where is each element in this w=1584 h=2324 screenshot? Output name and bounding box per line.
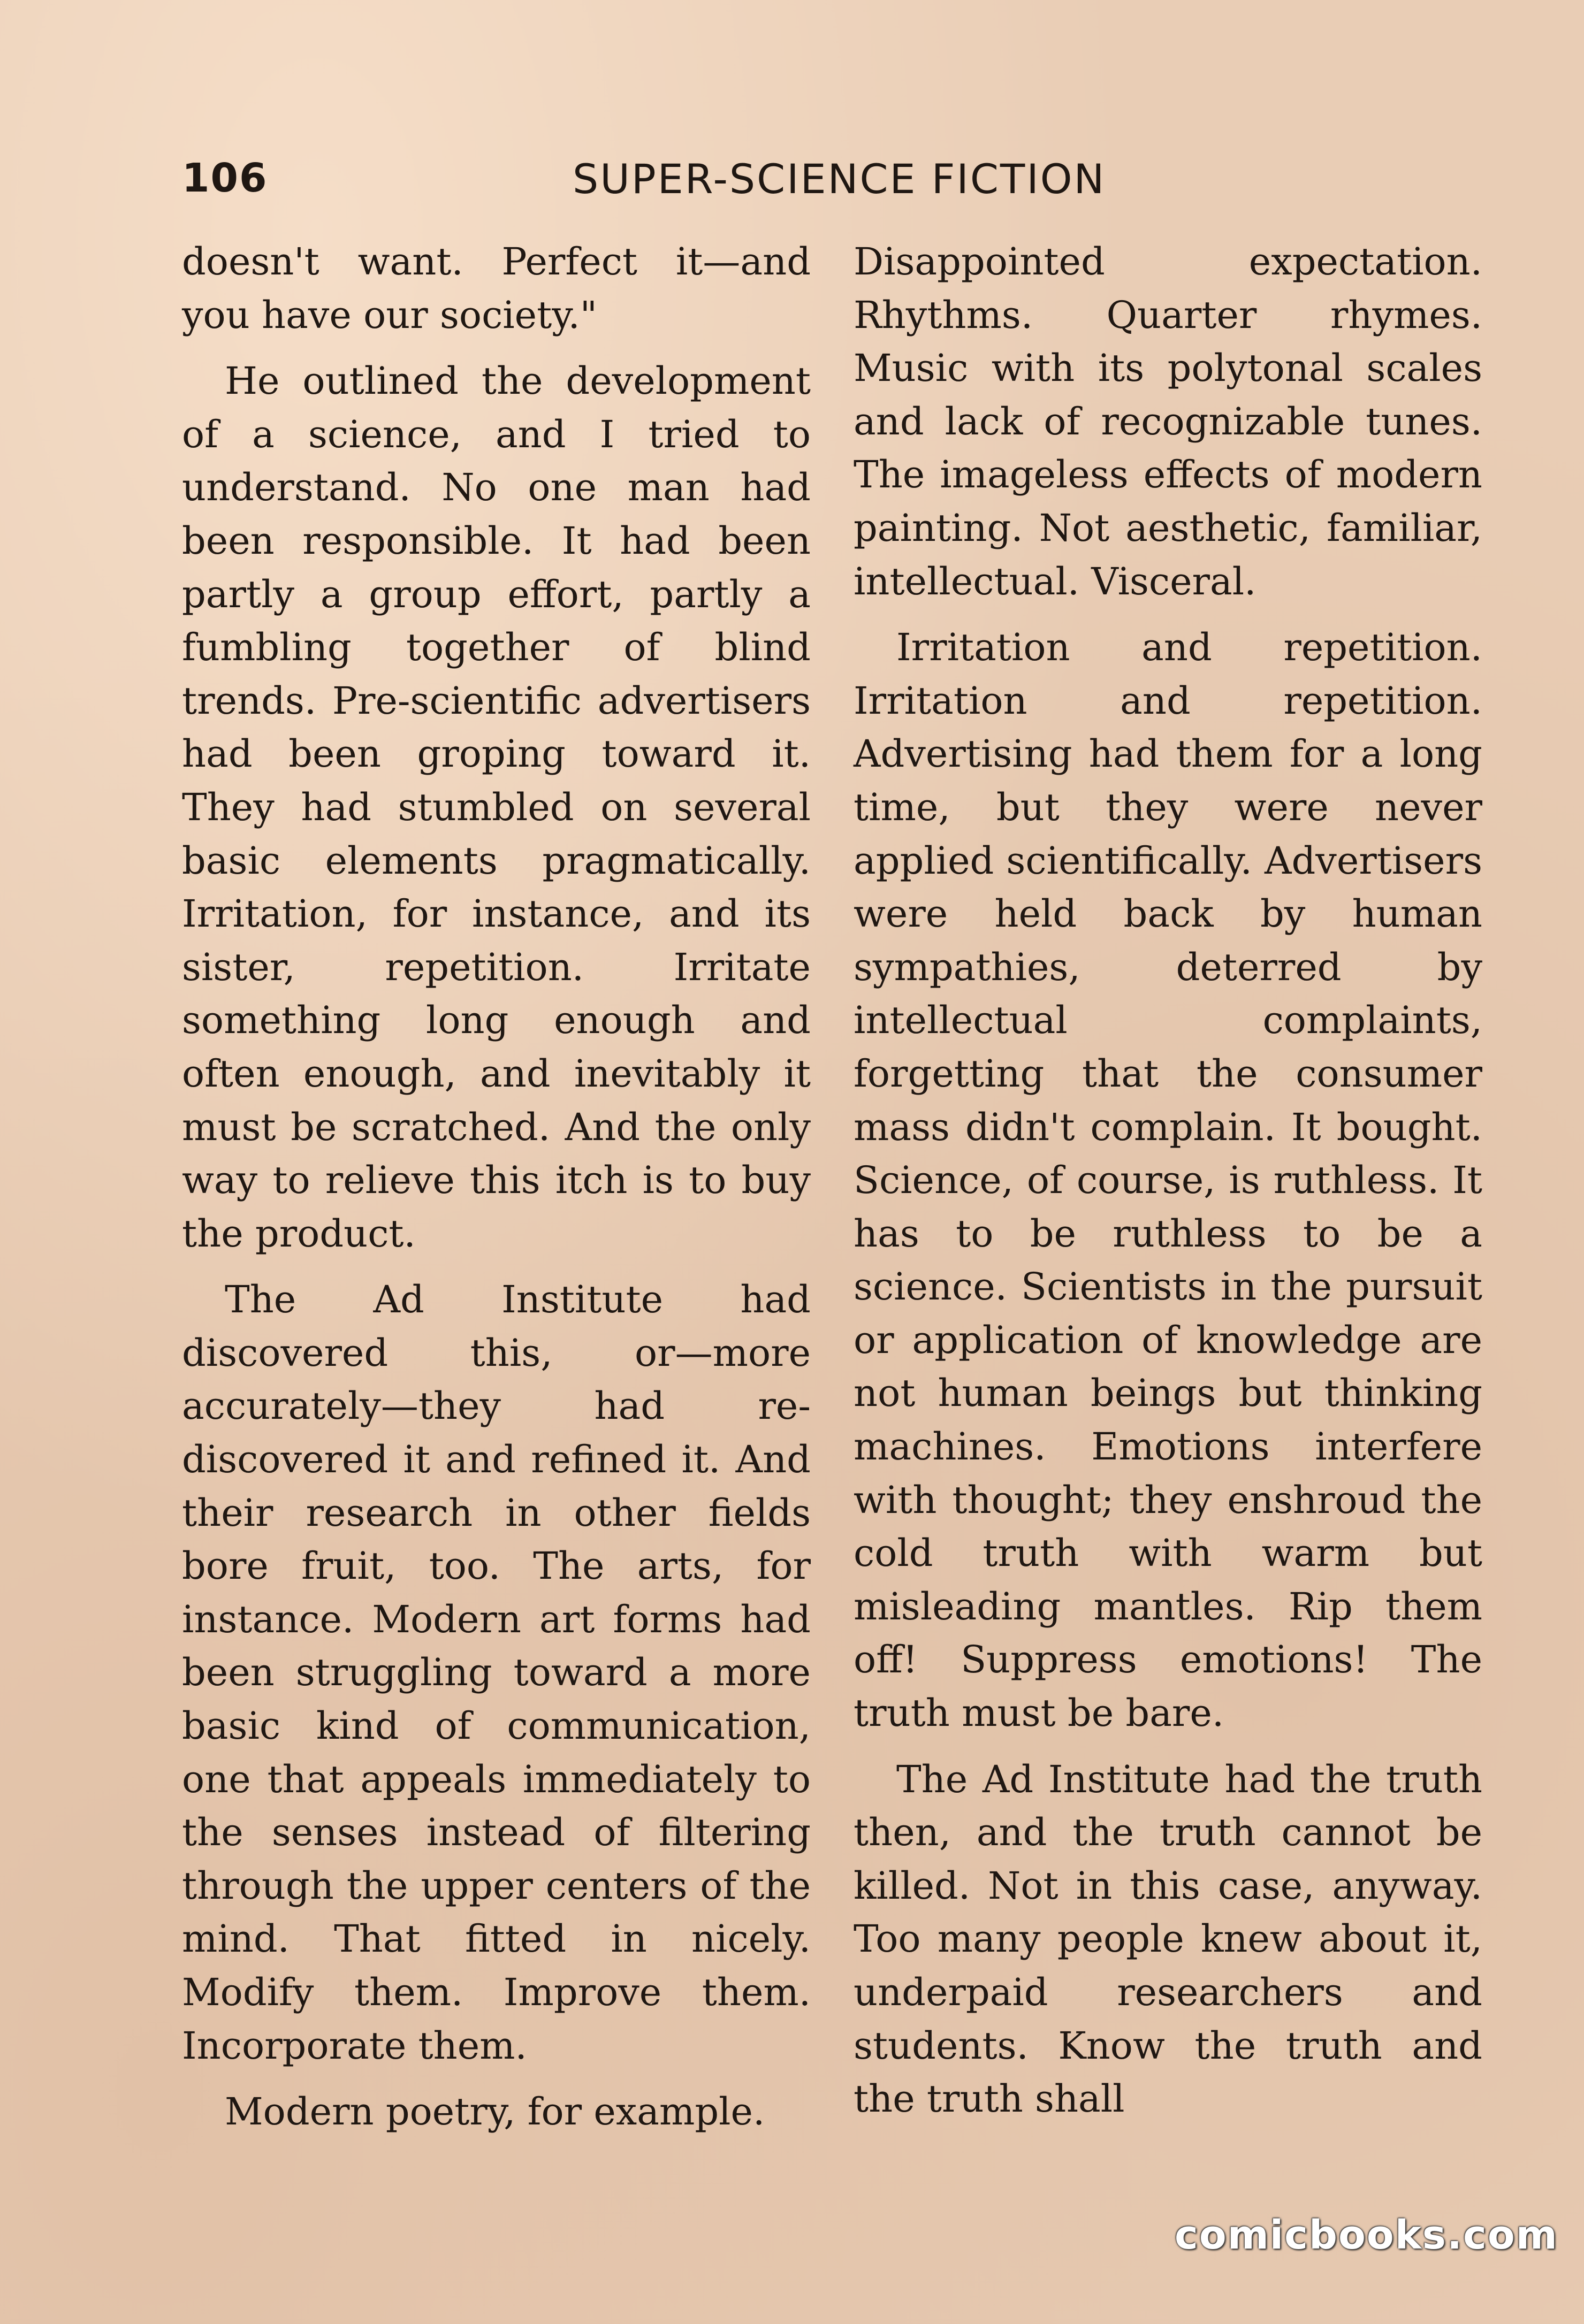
- paragraph: Disappointed expectation. Rhythms. Quarter rhymes. Music with its polytonal scales and lack of recognizable tunes. The imageless effects of modern painting. Not aesthetic, familiar, intellectual. Visceral.: [854, 240, 1482, 603]
- page-header: [182, 155, 1106, 219]
- paragraph: The Ad Institute had the truth then, and the truth cannot be killed. Not in this case, anyway. Too many people knew about it, underpaid researchers and students. Know the truth and the truth shall: [854, 1757, 1482, 2121]
- page-number: 106: [182, 155, 268, 201]
- paragraph: The Ad Institute had discovered this, or—more accurately—they had re-discovered it and refined it. And their research in other fields bore fruit, too. The arts, for instance. Modern art forms had been struggling toward a more basic kind of communication, one that appeals immediately to the senses instead of filtering through the upper centers of the mind. That fitted in nicely. Modify them. Improve them. Incorporate them.: [182, 1278, 811, 2068]
- watermark-text: comicbooks.com: [1175, 2212, 1558, 2258]
- paragraph: Irritation and repetition. Irritation and repetition. Advertising had them for a long time, but they were never applied scientifically. Advertisers were held back by human sympathies, deterred by intellectual complaints, forgetting that the consumer mass didn't complain. It bought. Science, of course, is ruthless. It has to be ruthless to be a science. Scientists in the pursuit or application of knowledge are not human beings but thinking machines. Emotions interfere with thought; they enshroud the cold truth with warm but misleading mantles. Rip them off! Suppress emotions! The truth must be bare.: [854, 625, 1482, 1736]
- paragraph: He outlined the development of a science, and I tried to understand. No one man had been responsible. It had been partly a group effort, partly a fumbling together of blind trends. Pre-scientific advertisers had been groping toward it. They had stumbled on several basic elements pragmatically. Irritation, for instance, and its sister, repetition. Irritate something long enough and often enough, and inevitably it must be scratched. And the only way to relieve this itch is to buy the product.: [182, 359, 811, 1256]
- paragraph: Modern poetry, for example.: [225, 2090, 765, 2134]
- paragraph: doesn't want. Perfect it—and you have our society.": [182, 240, 811, 337]
- running-head: SUPER-SCIENCE FICTION: [573, 155, 1106, 203]
- left-column: [182, 235, 811, 2152]
- right-column: [854, 235, 1482, 2139]
